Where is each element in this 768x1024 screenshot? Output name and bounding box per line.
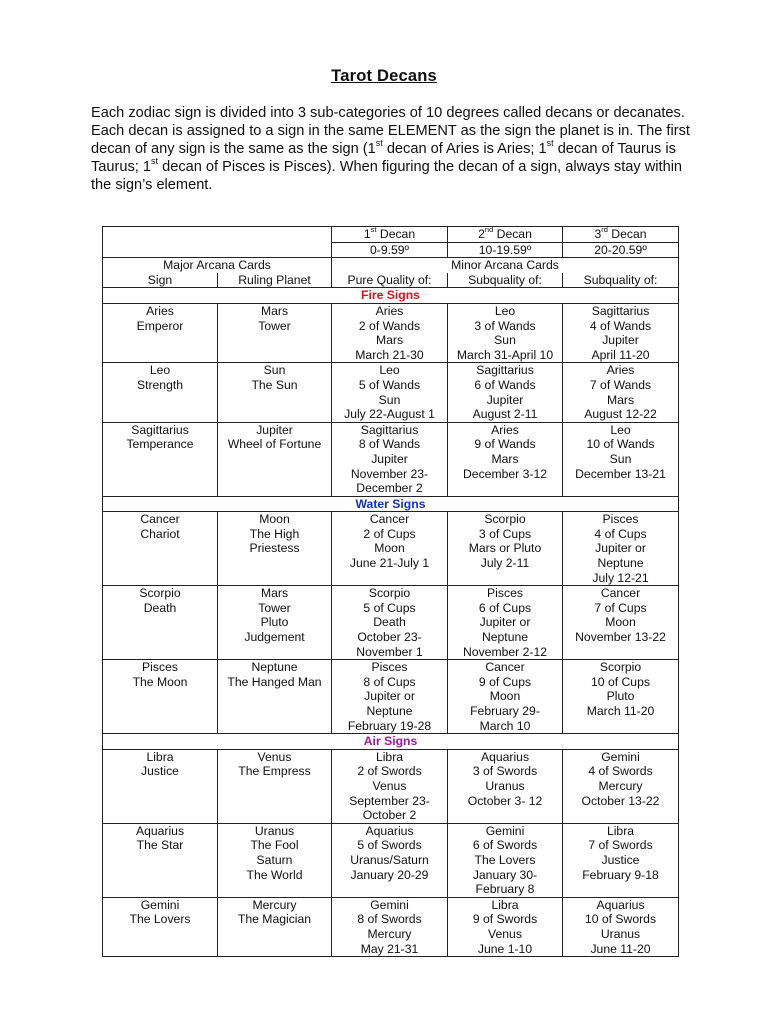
cell-d3: Libra 7 of Swords Justice February 9-18	[563, 823, 679, 897]
section-label-water: Water Signs	[103, 496, 679, 512]
header-decan-3: 3rd Decan	[563, 227, 679, 243]
cell-d1: Leo 5 of Wands Sun July 22-August 1	[332, 363, 448, 422]
cell-planet: Mars Tower	[218, 303, 332, 362]
cell-d3: Sagittarius 4 of Wands Jupiter April 11-20	[563, 303, 679, 362]
cell-planet: Uranus The Fool Saturn The World	[218, 823, 332, 897]
cell-d2: Libra 9 of Swords Venus June 1-10	[448, 897, 563, 956]
header-decan-2: 2nd Decan	[448, 227, 563, 243]
intro-superscript: st	[375, 138, 383, 148]
header-range-1: 0-9.59º	[332, 242, 448, 258]
table-row	[103, 586, 679, 660]
header-blank	[103, 227, 332, 258]
cell-planet: Mars Tower Pluto Judgement	[218, 586, 332, 660]
table-row	[103, 749, 679, 823]
intro-superscript: st	[546, 138, 554, 148]
table-row	[103, 363, 679, 422]
cell-d1: Aries 2 of Wands Mars March 21-30	[332, 303, 448, 362]
cell-d3: Leo 10 of Wands Sun December 13-21	[563, 422, 679, 496]
cell-d2: Cancer 9 of Cups Moon February 29- March 10	[448, 660, 563, 734]
cell-d1: Aquarius 5 of Swords Uranus/Saturn January 20-29	[332, 823, 448, 897]
cell-d1: Scorpio 5 of Cups Death October 23- November 1	[332, 586, 448, 660]
section-label-fire: Fire Signs	[103, 288, 679, 304]
table-row	[103, 512, 679, 586]
section-row-water	[103, 496, 679, 512]
cell-d1: Sagittarius 8 of Wands Jupiter November 23- December 2	[332, 422, 448, 496]
table-row	[103, 823, 679, 897]
section-label-air: Air Signs	[103, 734, 679, 750]
intro-text-3: decan of Taurus is Taurus; 1	[91, 141, 676, 175]
cell-planet: Moon The High Priestess	[218, 512, 332, 586]
table-row	[103, 422, 679, 496]
table-row	[103, 897, 679, 956]
section-row-fire	[103, 288, 679, 304]
header-range-3: 20-20.59º	[563, 242, 679, 258]
cell-d1: Pisces 8 of Cups Jupiter or Neptune February 19-28	[332, 660, 448, 734]
cell-d2: Aries 9 of Wands Mars December 3-12	[448, 422, 563, 496]
cell-d3: Scorpio 10 of Cups Pluto March 11-20	[563, 660, 679, 734]
intro-text-1: Each zodiac sign is divided into 3 sub-categories of 10 degrees called decans or decanates. Each decan is assigned to a sign in the same ELEMENT as the sign the planet is in. The first decan of any sign is the same as the sign (1	[91, 105, 690, 157]
cell-sign: Gemini The Lovers	[103, 897, 218, 956]
cell-d2: Aquarius 3 of Swords Uranus October 3- 12	[448, 749, 563, 823]
header-pure-quality: Pure Quality of:	[332, 273, 448, 288]
cell-d2: Gemini 6 of Swords The Lovers January 30- February 8	[448, 823, 563, 897]
cell-d3: Aquarius 10 of Swords Uranus June 11-20	[563, 897, 679, 956]
section-row-air	[103, 734, 679, 750]
header-row-columns	[103, 273, 679, 288]
cell-d1: Gemini 8 of Swords Mercury May 21-31	[332, 897, 448, 956]
cell-sign: Leo Strength	[103, 363, 218, 422]
cell-d2: Pisces 6 of Cups Jupiter or Neptune November 2-12	[448, 586, 563, 660]
header-sign: Sign	[103, 273, 218, 288]
cell-sign: Sagittarius Temperance	[103, 422, 218, 496]
cell-d3: Gemini 4 of Swords Mercury October 13-22	[563, 749, 679, 823]
intro-paragraph	[91, 104, 691, 194]
header-row-arcana	[103, 258, 679, 273]
cell-sign: Pisces The Moon	[103, 660, 218, 734]
header-ruling-planet: Ruling Planet	[218, 273, 332, 288]
cell-planet: Mercury The Magician	[218, 897, 332, 956]
header-subquality-3: Subquality of:	[563, 273, 679, 288]
header-minor-arcana: Minor Arcana Cards	[332, 258, 679, 273]
cell-d2: Scorpio 3 of Cups Mars or Pluto July 2-11	[448, 512, 563, 586]
cell-d3: Pisces 4 of Cups Jupiter or Neptune July 12-21	[563, 512, 679, 586]
cell-d2: Sagittarius 6 of Wands Jupiter August 2-11	[448, 363, 563, 422]
header-decan-1: 1st Decan	[332, 227, 448, 243]
cell-d1: Cancer 2 of Cups Moon June 21-July 1	[332, 512, 448, 586]
cell-sign: Aquarius The Star	[103, 823, 218, 897]
cell-d3: Aries 7 of Wands Mars August 12-22	[563, 363, 679, 422]
cell-d3: Cancer 7 of Cups Moon November 13-22	[563, 586, 679, 660]
cell-planet: Sun The Sun	[218, 363, 332, 422]
cell-sign: Cancer Chariot	[103, 512, 218, 586]
cell-planet: Venus The Empress	[218, 749, 332, 823]
cell-d1: Libra 2 of Swords Venus September 23- October 2	[332, 749, 448, 823]
cell-sign: Aries Emperor	[103, 303, 218, 362]
cell-d2: Leo 3 of Wands Sun March 31-April 10	[448, 303, 563, 362]
cell-sign: Scorpio Death	[103, 586, 218, 660]
header-major-arcana: Major Arcana Cards	[103, 258, 332, 273]
header-range-2: 10-19.59º	[448, 242, 563, 258]
intro-superscript: st	[151, 156, 159, 166]
intro-text-2: decan of Aries is Aries; 1	[382, 141, 547, 157]
cell-planet: Neptune The Hanged Man	[218, 660, 332, 734]
decans-table	[102, 226, 679, 957]
cell-sign: Libra Justice	[103, 749, 218, 823]
header-row-decans	[103, 227, 679, 243]
intro-text-4: decan of Pisces is Pisces). When figuring the decan of a sign, always stay within the sign’s element.	[91, 159, 683, 193]
cell-planet: Jupiter Wheel of Fortune	[218, 422, 332, 496]
table-row	[103, 303, 679, 362]
header-subquality-2: Subquality of:	[448, 273, 563, 288]
table-row	[103, 660, 679, 734]
page-title: Tarot Decans	[331, 67, 437, 85]
